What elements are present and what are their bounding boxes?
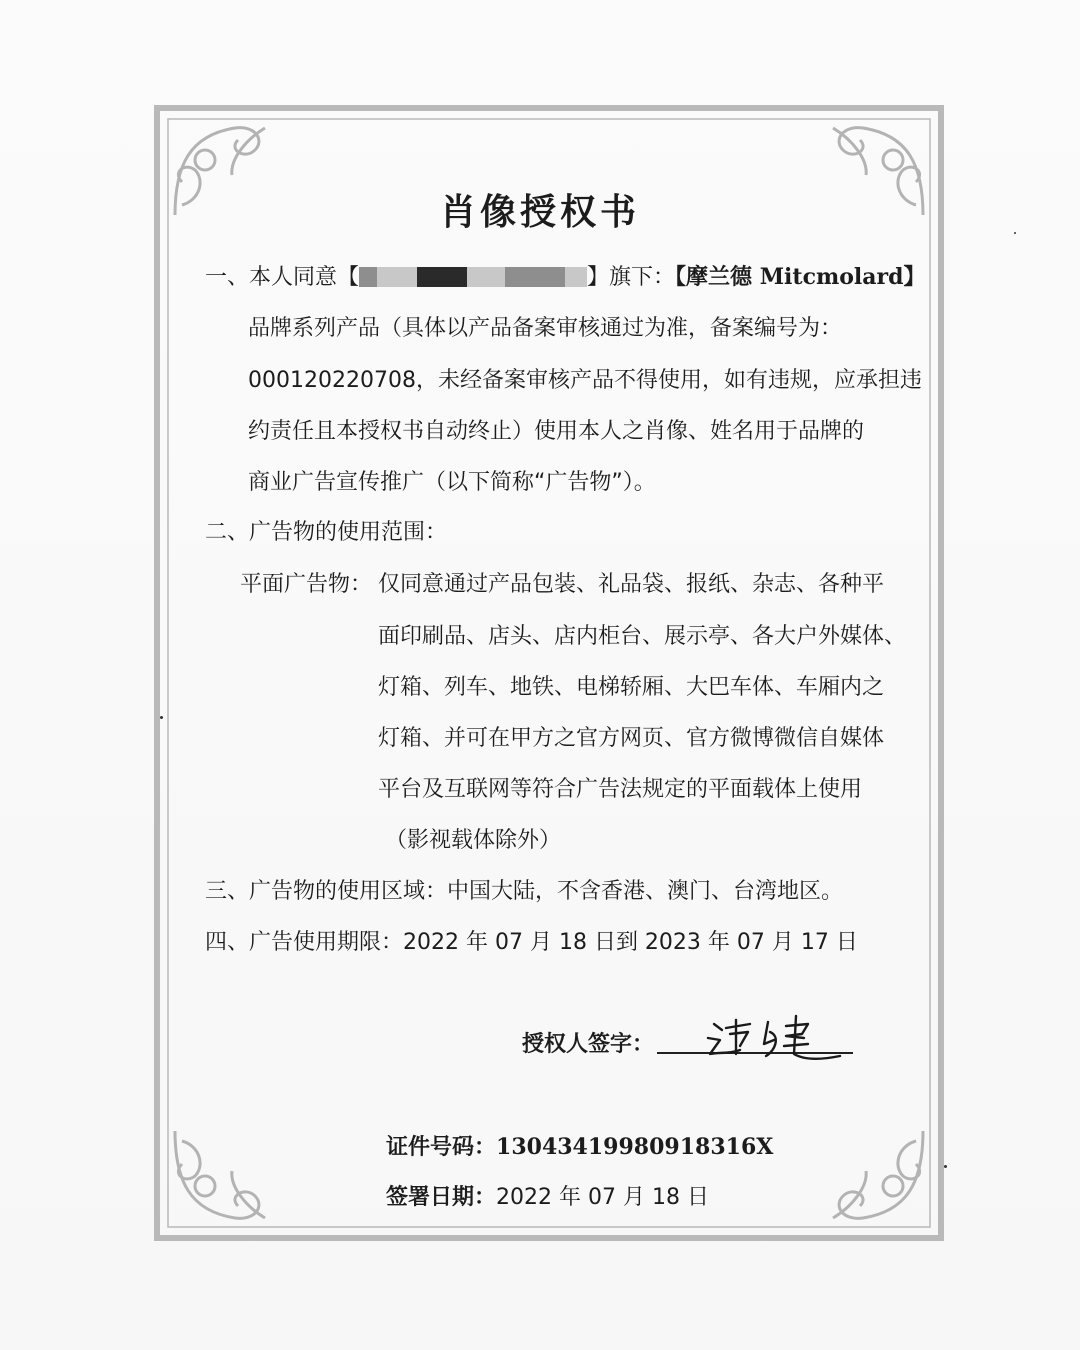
section2-line: 面印刷品、店头、店内柜台、展示亭、各大户外媒体、 [378, 624, 907, 649]
handwritten-signature [700, 1010, 850, 1070]
redaction-block [359, 267, 377, 287]
section2-line: 灯箱、列车、地铁、电梯轿厢、大巴车体、车厢内之 [378, 675, 885, 700]
section2-line: 灯箱、并可在甲方之官方网页、官方微博微信自媒体 [378, 726, 885, 751]
brand-name: 【摩兰德 Mitcmolard】 [675, 264, 926, 290]
section1-prefix: 一、本人同意【 [205, 265, 360, 290]
redaction-block [377, 267, 417, 287]
section1-mid: 】旗下： [587, 265, 676, 290]
section1-line5: 商业广告宣传推广（以下简称“广告物”）。 [248, 470, 656, 495]
redaction-block [565, 267, 587, 287]
redaction-block [417, 267, 467, 287]
sign-date-row [386, 1187, 709, 1209]
scan-speck [944, 1165, 947, 1168]
section2-heading: 二、广告物的使用范围： [205, 520, 448, 545]
id-number-row [386, 1136, 773, 1159]
section3: 三、广告物的使用区域：中国大陆，不含香港、澳门、台湾地区。 [205, 879, 844, 904]
section2-line: 仅同意通过产品包装、礼品袋、报纸、杂志、各种平 [378, 572, 885, 597]
id-number-value: 13043419980918316X [496, 1134, 774, 1160]
signature-label: 授权人签字： [522, 1032, 655, 1057]
id-number-label: 证件号码： [386, 1135, 497, 1160]
section1-line1 [205, 266, 926, 289]
scan-speck [1014, 232, 1016, 234]
redaction-block [467, 267, 505, 287]
scan-speck [160, 716, 163, 719]
section2-line: （影视载体除外） [385, 828, 562, 853]
section4: 四、广告使用期限：2022 年 07 月 18 日到 2023 年 07 月 17 日 [205, 930, 858, 955]
section2-line: 平台及互联网等符合广告法规定的平面载体上使用 [378, 777, 863, 802]
section2-label: 平面广告物： [240, 572, 373, 597]
section1-line4: 约责任且本授权书自动终止）使用本人之肖像、姓名用于品牌的 [248, 419, 865, 444]
section1-line2: 品牌系列产品（具体以产品备案审核通过为准，备案编号为： [248, 316, 843, 341]
document-title: 肖像授权书 [439, 192, 640, 233]
sign-date-label: 签署日期： [386, 1185, 497, 1210]
section1-line3: 000120220708，未经备案审核产品不得使用，如有违规，应承担违 [248, 368, 922, 393]
redaction-block [505, 267, 565, 287]
sign-date-value: 2022 年 07 月 18 日 [496, 1185, 709, 1210]
